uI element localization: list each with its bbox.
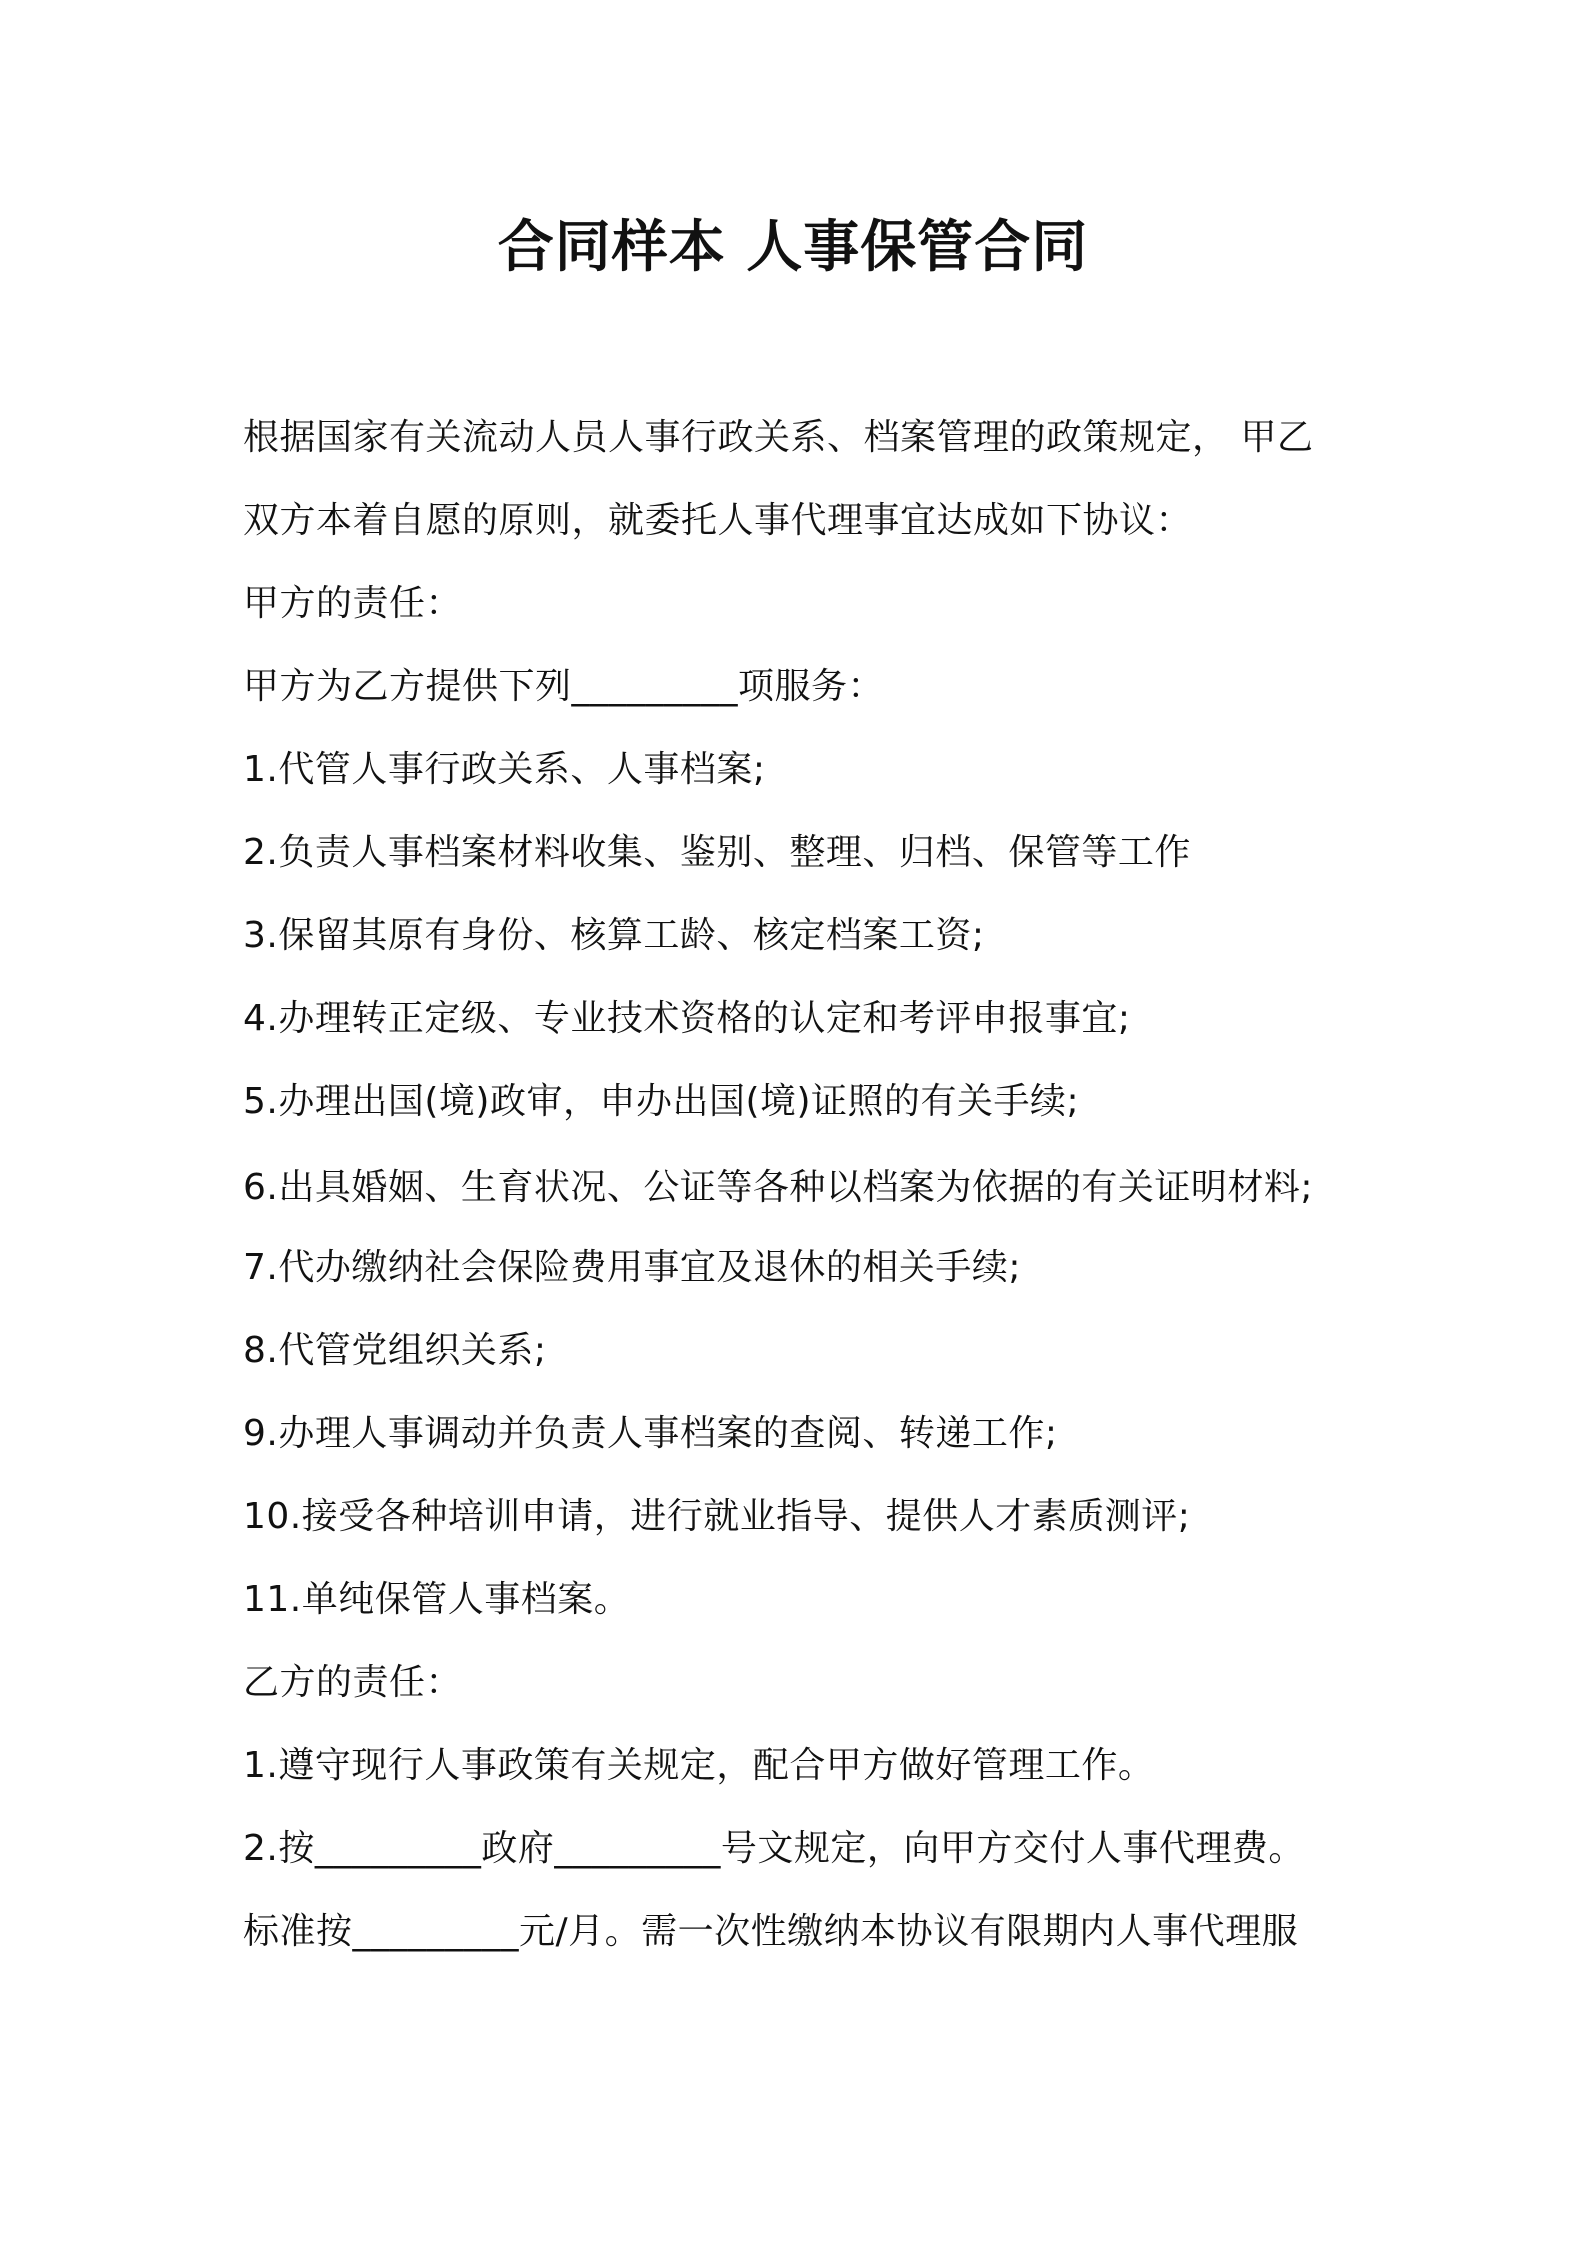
party-a-services-intro: 甲方为乙方提供下列_________项服务： <box>243 666 885 707</box>
list-item: 2.按_________政府_________号文规定，向甲方交付人事代理费。 <box>243 1828 1305 1869</box>
section-heading-party-b: 乙方的责任： <box>243 1662 463 1703</box>
paragraph-intro-line-2: 双方本着自愿的原则，就委托人事代理事宜达成如下协议： <box>243 500 1193 541</box>
list-item-continuation: 标准按_________元/月。需一次性缴纳本协议有限期内人事代理服 <box>243 1911 1299 1952</box>
list-item: 11.单纯保管人事档案。 <box>243 1579 631 1620</box>
list-item: 1.遵守现行人事政策有关规定，配合甲方做好管理工作。 <box>243 1745 1155 1786</box>
list-item: 4.办理转正定级、专业技术资格的认定和考评申报事宜; <box>243 998 1131 1039</box>
section-heading-party-a: 甲方的责任： <box>243 583 463 624</box>
document-title: 合同样本 人事保管合同 <box>497 215 1089 280</box>
list-item: 10.接受各种培训申请，进行就业指导、提供人才素质测评; <box>243 1496 1191 1537</box>
list-item: 2.负责人事档案材料收集、鉴别、整理、归档、保管等工作 <box>243 832 1191 873</box>
list-item: 7.代办缴纳社会保险费用事宜及退休的相关手续; <box>243 1247 1021 1288</box>
list-item: 1.代管人事行政关系、人事档案; <box>243 749 766 790</box>
paragraph-intro-line-1: 根据国家有关流动人员人事行政关系、档案管理的政策规定， 甲乙 <box>243 417 1314 458</box>
list-item: 5.办理出国(境)政审，申办出国(境)证照的有关手续; <box>243 1081 1080 1122</box>
list-item: 3.保留其原有身份、核算工龄、核定档案工资; <box>243 915 985 956</box>
list-item: 8.代管党组织关系; <box>243 1330 547 1371</box>
list-item: 9.办理人事调动并负责人事档案的查阅、转递工作; <box>243 1413 1058 1454</box>
list-item: 6.出具婚姻、生育状况、公证等各种以档案为依据的有关证明材料; <box>243 1167 1313 1208</box>
